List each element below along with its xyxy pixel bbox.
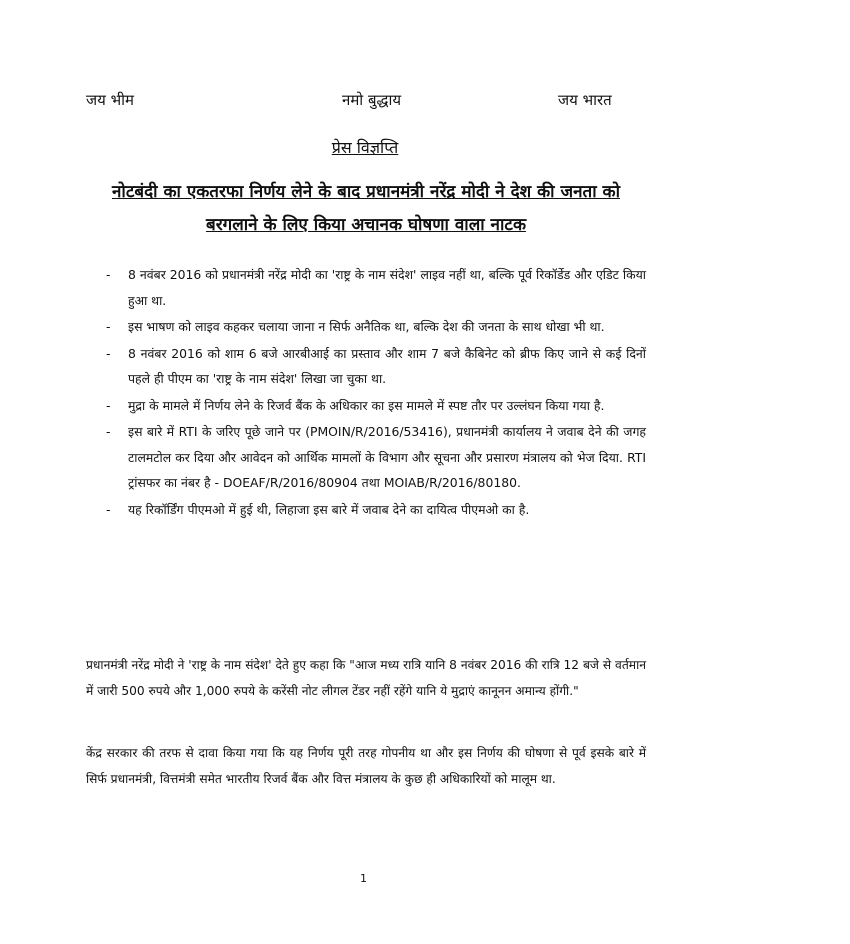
headline: नोटबंदी का एकतरफा निर्णय लेने के बाद प्रधानमंत्री नरेंद्र मोदी ने देश की जनता को बरगलाने के लिए किया अचानक घोषणा वाला नाटक [111, 182, 621, 235]
bullet-list [104, 262, 646, 523]
list-item-text: इस भाषण को लाइव कहकर चलाया जाना न सिर्फ अनैतिक था, बल्कि देश की जनता के साथ धोखा भी था. [128, 319, 605, 334]
list-item-text: इस बारे में RTI के जरिए पूछे जाने पर (PMOIN/R/2016/53416), प्रधानमंत्री कार्यालय ने जवाब देने की जगह टालमटोल कर दिया और आवेदन को आर्थिक मामलों के विभाग और सूचना और प्रसारण मंत्रालय को भेज दिया. RTI ट्रांसफर का नंबर है - DOEAF/R/2016/80904 तथा MOIAB/R/2016/80180. [128, 424, 646, 490]
list-item [104, 341, 646, 392]
list-item [104, 314, 646, 340]
list-item-text: 8 नवंबर 2016 को शाम 6 बजे आरबीआई का प्रस्ताव और शाम 7 बजे कैबिनेट को ब्रीफ किए जाने से कई दिनों पहले ही पीएम का 'राष्ट्र के नाम संदेश' लिखा जा चुका था. [128, 345, 646, 386]
list-item [104, 497, 646, 523]
bullet-marker: - [106, 345, 111, 361]
page-number: 1 [360, 872, 367, 885]
list-item [104, 393, 646, 419]
bullet-marker: - [106, 267, 111, 282]
list-item-text: 8 नवंबर 2016 को प्रधानमंत्री नरेंद्र मोदी का 'राष्ट्र के नाम संदेश' लाइव नहीं था, बल्कि पूर्व रिकॉर्डेड और एडिट किया हुआ था. [128, 267, 646, 308]
bullet-marker: - [106, 397, 111, 413]
list-item-text: मुद्रा के मामले में निर्णय लेने के रिजर्व बैंक के अधिकार का इस मामले में स्पष्ट तौर पर उल्लंघन किया गया है. [128, 397, 605, 413]
list-item [104, 419, 646, 496]
paragraph-government-claim: केंद्र सरकार की तरफ से दावा किया गया कि यह निर्णय पूरी तरह गोपनीय था और इस निर्णय की घोषणा से पूर्व इसके बारे में सिर्फ प्रधानमंत्री, वित्तमंत्री समेत भारतीय रिजर्व बैंक और वित्त मंत्रालय के कुछ ही अधिकारियों को मालूम था. [86, 746, 646, 786]
paragraph-pm-statement: प्रधानमंत्री नरेंद्र मोदी ने 'राष्ट्र के नाम संदेश' देते हुए कहा कि "आज मध्य रात्रि यानि 8 नवंबर 2016 की रात्रि 12 बजे से वर्तमान में जारी 500 रुपये और 1,000 रुपये के करेंसी नोट लीगल टेंडर नहीं रहेंगे यानि ये मुद्राएं कानूनन अमान्य होंगी." [86, 658, 646, 698]
header-jai-bharat: जय भारत [558, 91, 612, 109]
press-release-label: प्रेस विज्ञप्ति [331, 138, 399, 157]
header-jai-bhim: जय भीम [86, 91, 134, 109]
list-item-text: यह रिकॉर्डिंग पीएमओ में हुई थी, लिहाजा इस बारे में जवाब देने का दायित्व पीएमओ का है. [128, 501, 530, 517]
bullet-marker: - [106, 319, 111, 334]
header-namo-buddhay: नमो बुद्धाय [342, 91, 402, 109]
bullet-marker: - [106, 501, 111, 517]
list-item [104, 262, 646, 313]
bullet-marker: - [106, 424, 111, 439]
